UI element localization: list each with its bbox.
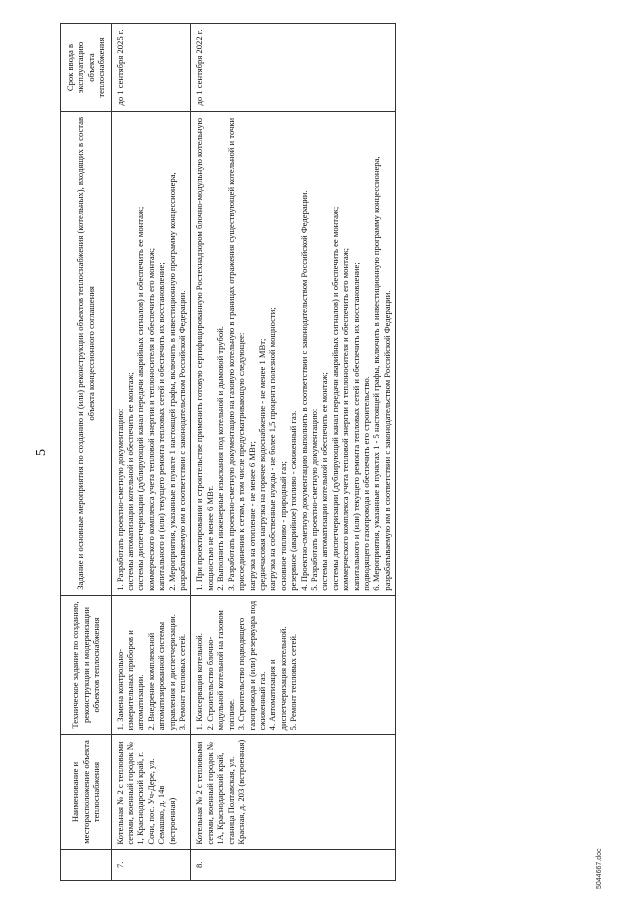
header-measures: Задание и основные мероприятия по созданию и (или) реконструкции объектов теплоснабжения (котельных), входящих в состав объекта концессионного соглашения (61, 112, 112, 596)
measure-line: нагрузка на собственные нужды - не более 1,5 процента полезной мощности; (267, 307, 278, 591)
measure-line: подводящего газопровода и обеспечить его строительство. (360, 376, 371, 591)
table-row (191, 24, 396, 881)
measure-line: среднечасовая нагрузка на горячее водоснабжение - не менее 1 МВт; (256, 338, 267, 591)
table-row (111, 24, 191, 881)
row-number: 8. (191, 849, 396, 880)
measure-line: капитального и (или) текущего ремонта тепловых сетей и обеспечить их восстановление; (156, 262, 167, 591)
object-name-cell: Котельная № 2 с тепловыми сетями, военный городок № 1А, Краснодарский край, станица Полтавская, ул. Красная, д. 203 (встроенная) (191, 735, 396, 849)
measure-line: 6. Мероприятия, указанные в пунктах 1 - 5 настоящей графы, включить в инвестиционную программу концессионера, разрабатываемую им в соответствии с законодательством Российской Федерации. (371, 156, 392, 591)
object-name-cell: Котельная № 2 с тепловыми сетями, военный городок № 1, Краснодарский край, г. Сочи, пос. Уч-Дере, ул. Семашко, д. 14в (встроенная) (111, 735, 191, 849)
measure-line: 3. Разработать проектно-сметную документацию на газовую котельную в границах отражения существующей котельной и точки присоединения к сетям, в том числе предусматривающую следующее: (225, 117, 247, 591)
technical-task-line: 1. Консервация котельной. (194, 633, 205, 731)
measure-line: коммерческого комплекса учета тепловой энергии и теплоносителя и обеспечить его монтаж; (340, 247, 351, 591)
measure-line: основное топливо - природный газ; (277, 461, 288, 591)
measure-line: коммерческого комплекса учета тепловой энергии и теплоносителя и обеспечить его монтаж; (145, 247, 156, 591)
measure-line: системы диспетчеризации (дублирующий канал передачи аварийных сигналов) и обеспечить ее монтаж; (329, 206, 340, 591)
measure-line: нагрузка на отопление - не менее 6 МВт; (246, 441, 257, 591)
technical-task-cell (191, 595, 396, 735)
technical-task-line: 2. Внедрение комплексной автоматизированной системы управления и диспетчеризации. (145, 614, 177, 731)
technical-task-line: 3. Строительство подводящего газопровода и (или) резервуара под сжиженный газ. (236, 600, 267, 731)
table-header-row (61, 24, 112, 881)
header-object-name: Наименование и месторасположение объекта теплоснабжения (61, 735, 112, 849)
measure-line: капитального и (или) текущего ремонта тепловых сетей и обеспечить их восстановление; (350, 262, 361, 591)
measure-line: системы диспетчеризации (дублирующий канал передачи аварийных сигналов) и обеспечить ее монтаж; (135, 206, 146, 591)
measure-line: 1. Разработать проектно-сметную документацию: (114, 408, 125, 591)
header-number (61, 849, 112, 880)
measure-line: системы автоматизации котельной и обеспечить ее монтаж; (319, 372, 330, 591)
commissioning-term-cell: до 1 сентября 2022 г. (191, 24, 396, 112)
commissioning-term-cell: до 1 сентября 2025 г. (111, 24, 191, 112)
measure-line: 5. Разработать проектно-сметную документацию: (308, 408, 319, 591)
technical-task-cell (111, 595, 191, 735)
technical-task-line: 2. Строительство блочно-модульной котельной на газовом топливе. (204, 610, 236, 731)
measure-line: 4. Проектно-сметную документацию выполнить в соответствии с законодательством Российской Федерации. (298, 190, 309, 591)
measure-line: системы автоматизации котельной и обеспечить ее монтаж; (125, 372, 136, 591)
measure-line: 2. Мероприятия, указанные в пункте 1 настоящей графы, включить в инвестиционную программу концессионера, разрабатываемую им в соответствии с законодательством Российской Федерации. (166, 172, 188, 591)
measure-line: 1. При проектировании и строительстве применить готовую сертифицированную Ростехнадзором блочно-модульную котельную мощностью не менее 6 МВт. (194, 117, 215, 591)
technical-task-line: 5. Ремонт тепловых сетей. (288, 633, 299, 731)
technical-task-line: 1. Замена контрольно-измерительных приборов и автоматизации. (114, 630, 146, 731)
measures-cell (111, 112, 191, 596)
row-number: 7. (111, 849, 191, 880)
measure-line: 2. Выполнить инженерные изыскания под котельной и дымовой трубой. (215, 326, 226, 591)
page-number: 5 (34, 449, 49, 456)
concession-objects-table (60, 23, 396, 881)
header-commissioning-term: Срок ввода в эксплуатацию объекта теплоснабжения (61, 24, 112, 112)
technical-task-line: 4. Автоматизация и диспетчеризация котельной. (267, 626, 288, 731)
measures-cell (191, 112, 396, 596)
technical-task-line: 3. Ремонт тепловых сетей. (177, 633, 188, 731)
header-technical-task: Техническое задание по созданию, реконструкции и модернизации объектов теплоснабжения (61, 595, 112, 735)
document-file-reference: 5044667.doc (596, 848, 603, 889)
measure-line: резервное (аварийное) топливо - сжиженный газ. (288, 410, 299, 591)
